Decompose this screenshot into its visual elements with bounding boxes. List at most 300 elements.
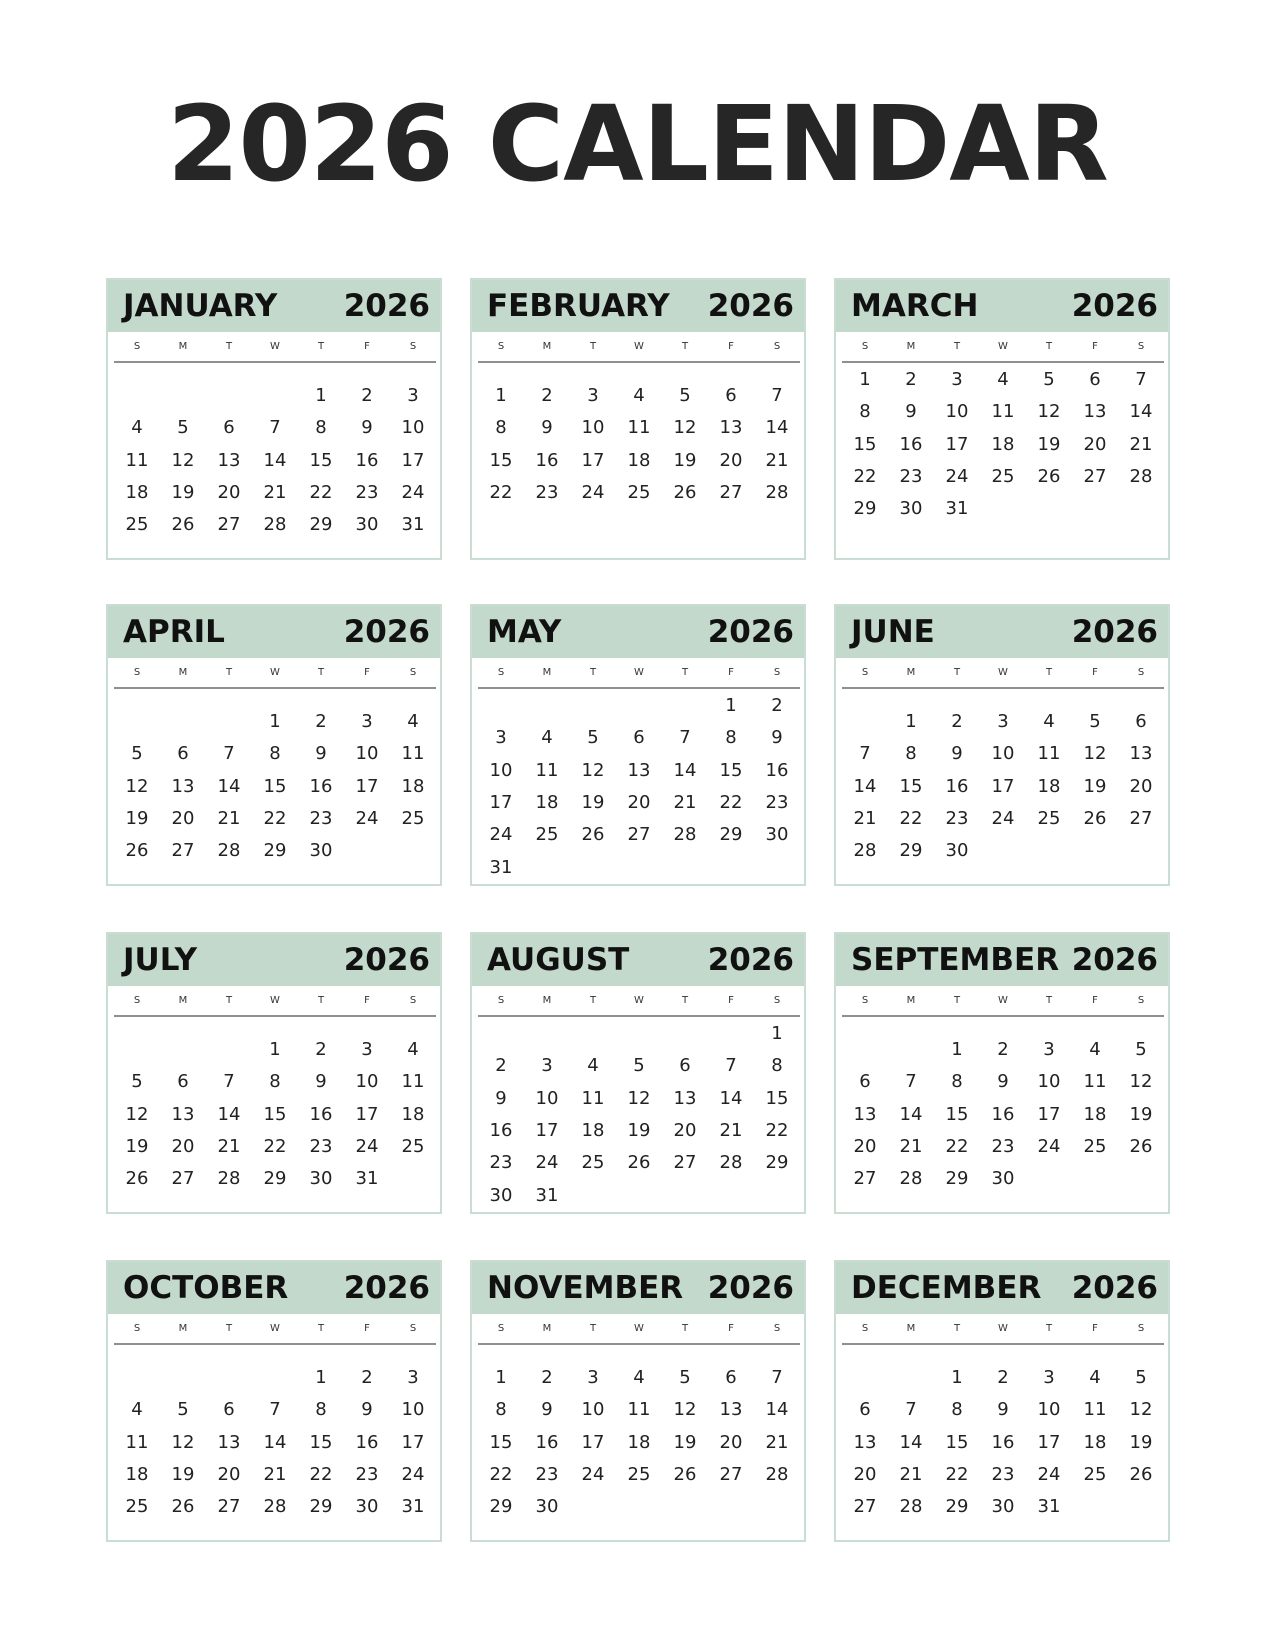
day-cell: 19 <box>673 449 697 471</box>
weekday-label: M <box>906 667 916 678</box>
day-cell: 25 <box>125 514 149 536</box>
day-cell: 14 <box>217 775 241 797</box>
day-cell: 25 <box>581 1152 605 1174</box>
day-cell: 8 <box>725 727 737 749</box>
day-cell: 1 <box>495 1367 507 1388</box>
day-cell: 25 <box>627 481 651 503</box>
day-cell: 14 <box>1129 401 1153 423</box>
weekday-label: M <box>906 1323 916 1334</box>
day-cell: 21 <box>263 1463 287 1485</box>
day-cell: 17 <box>1037 1431 1061 1453</box>
weekday-label: T <box>681 1323 689 1334</box>
day-cell: 11 <box>401 1071 425 1093</box>
day-cell: 3 <box>361 1039 373 1060</box>
weekday-header <box>842 1321 1164 1337</box>
day-cell: 12 <box>171 1431 195 1453</box>
weekday-label: T <box>317 995 325 1006</box>
day-cell: 5 <box>131 1071 143 1093</box>
month-year: 2026 <box>1071 942 1158 978</box>
weekday-header <box>842 339 1164 355</box>
day-cell: 17 <box>355 1103 379 1125</box>
day-cell: 3 <box>495 727 507 749</box>
month-year: 2026 <box>343 614 430 650</box>
day-cell: 22 <box>489 1463 513 1485</box>
day-cell: 18 <box>535 791 559 813</box>
weekday-label: T <box>681 995 689 1006</box>
day-cell: 6 <box>725 385 737 406</box>
weekday-label: T <box>953 667 961 678</box>
day-cell: 20 <box>1129 775 1153 797</box>
day-cell: 20 <box>853 1463 877 1485</box>
day-cell: 17 <box>945 433 969 455</box>
day-cell: 30 <box>355 1496 379 1518</box>
weekday-label: S <box>861 995 869 1006</box>
day-cell: 30 <box>309 840 333 862</box>
day-cell: 28 <box>719 1152 743 1174</box>
day-cell: 11 <box>125 1431 149 1453</box>
day-cell: 28 <box>899 1496 923 1518</box>
weekday-label: M <box>178 667 188 678</box>
day-cell: 26 <box>581 824 605 846</box>
month-name: FEBRUARY <box>487 288 670 324</box>
day-cell: 11 <box>991 401 1015 423</box>
day-cell: 31 <box>1037 1496 1061 1518</box>
day-cell: 1 <box>269 1039 281 1060</box>
weekday-label: T <box>953 341 961 352</box>
day-cell: 24 <box>581 481 605 503</box>
day-cell: 1 <box>951 1367 963 1388</box>
day-cell: 15 <box>263 775 287 797</box>
weekday-label: F <box>728 995 734 1006</box>
day-cell: 8 <box>269 1071 281 1093</box>
month-name: OCTOBER <box>123 1270 289 1306</box>
day-cell: 13 <box>627 759 651 781</box>
day-cell: 10 <box>945 401 969 423</box>
day-cell: 9 <box>361 1399 373 1421</box>
day-cell: 27 <box>1129 807 1153 829</box>
day-cell: 2 <box>541 1367 553 1388</box>
month-name: APRIL <box>123 614 225 650</box>
day-cell: 26 <box>171 514 195 536</box>
day-cell: 30 <box>991 1168 1015 1190</box>
day-cell: 15 <box>263 1103 287 1125</box>
weekday-label: W <box>998 995 1008 1006</box>
weekday-header <box>478 665 800 681</box>
day-cell: 14 <box>853 775 877 797</box>
day-cell: 7 <box>905 1071 917 1093</box>
day-cell: 19 <box>171 1463 195 1485</box>
day-cell: 11 <box>1037 743 1061 765</box>
day-cell: 7 <box>223 1071 235 1093</box>
weekday-header <box>478 993 800 1009</box>
day-cell: 11 <box>1083 1399 1107 1421</box>
month-header <box>836 280 1168 332</box>
day-cell: 11 <box>1083 1071 1107 1093</box>
day-cell: 16 <box>535 449 559 471</box>
weekday-label: S <box>1137 341 1145 352</box>
day-cell: 1 <box>269 711 281 732</box>
day-cell: 28 <box>263 1496 287 1518</box>
day-cell: 8 <box>951 1071 963 1093</box>
weekday-label: S <box>409 995 417 1006</box>
month-year: 2026 <box>707 288 794 324</box>
day-cell: 11 <box>125 449 149 471</box>
month-august <box>470 932 806 1214</box>
day-cell: 6 <box>633 727 645 749</box>
day-cell: 12 <box>125 775 149 797</box>
day-cell: 10 <box>489 759 513 781</box>
day-cell: 18 <box>991 433 1015 455</box>
weekday-header <box>114 339 436 355</box>
day-cell: 15 <box>309 1431 333 1453</box>
month-year: 2026 <box>343 288 430 324</box>
divider <box>114 687 436 689</box>
day-cell: 15 <box>945 1103 969 1125</box>
day-cell: 11 <box>581 1087 605 1109</box>
day-cell: 14 <box>765 1399 789 1421</box>
day-cell: 2 <box>771 695 783 716</box>
month-name: NOVEMBER <box>487 1270 684 1306</box>
day-cell: 6 <box>177 743 189 765</box>
day-cell: 16 <box>991 1431 1015 1453</box>
day-cell: 9 <box>951 743 963 765</box>
day-cell: 16 <box>899 433 923 455</box>
day-cell: 30 <box>945 840 969 862</box>
day-cell: 30 <box>899 498 923 520</box>
day-cell: 23 <box>991 1463 1015 1485</box>
day-cell: 8 <box>951 1399 963 1421</box>
day-cell: 30 <box>489 1184 513 1206</box>
weekday-label: T <box>225 1323 233 1334</box>
day-cell: 15 <box>719 759 743 781</box>
weekday-label: F <box>728 1323 734 1334</box>
day-cell: 22 <box>765 1119 789 1141</box>
day-cell: 11 <box>401 743 425 765</box>
day-cell: 9 <box>315 743 327 765</box>
day-cell: 28 <box>217 1168 241 1190</box>
day-cell: 2 <box>361 385 373 406</box>
month-header <box>108 606 440 658</box>
weekday-label: S <box>497 1323 505 1334</box>
day-cell: 19 <box>171 481 195 503</box>
day-cell: 14 <box>765 417 789 439</box>
day-cell: 13 <box>853 1431 877 1453</box>
day-cell: 16 <box>355 449 379 471</box>
day-cell: 6 <box>859 1071 871 1093</box>
day-cell: 9 <box>361 417 373 439</box>
day-cell: 8 <box>905 743 917 765</box>
day-cell: 12 <box>1129 1399 1153 1421</box>
day-cell: 8 <box>495 417 507 439</box>
day-cell: 15 <box>853 433 877 455</box>
day-cell: 3 <box>997 711 1009 732</box>
day-cell: 6 <box>223 1399 235 1421</box>
weekday-label: W <box>998 1323 1008 1334</box>
divider <box>478 1343 800 1345</box>
month-name: MARCH <box>851 288 979 324</box>
day-cell: 11 <box>627 1399 651 1421</box>
day-cell: 7 <box>679 727 691 749</box>
month-name: JULY <box>123 942 198 978</box>
day-cell: 23 <box>309 807 333 829</box>
month-header <box>836 606 1168 658</box>
day-cell: 5 <box>1135 1367 1147 1388</box>
day-cell: 21 <box>765 449 789 471</box>
day-cell: 22 <box>899 807 923 829</box>
day-cell: 8 <box>315 417 327 439</box>
divider <box>478 361 800 363</box>
day-cell: 27 <box>719 481 743 503</box>
month-name: JUNE <box>851 614 935 650</box>
day-cell: 13 <box>853 1103 877 1125</box>
day-cell: 5 <box>1089 711 1101 732</box>
day-cell: 29 <box>853 498 877 520</box>
weekday-label: W <box>998 667 1008 678</box>
day-cell: 26 <box>125 1168 149 1190</box>
day-cell: 5 <box>177 417 189 439</box>
day-cell: 9 <box>315 1071 327 1093</box>
day-cell: 27 <box>217 514 241 536</box>
day-cell: 15 <box>309 449 333 471</box>
weekday-label: S <box>497 667 505 678</box>
month-header <box>472 280 804 332</box>
day-cell: 20 <box>627 791 651 813</box>
day-cell: 24 <box>581 1463 605 1485</box>
day-cell: 4 <box>587 1055 599 1077</box>
weekday-label: F <box>1092 341 1098 352</box>
day-cell: 6 <box>177 1071 189 1093</box>
weekday-label: S <box>773 1323 781 1334</box>
day-cell: 18 <box>1083 1431 1107 1453</box>
day-cell: 4 <box>541 727 553 749</box>
divider <box>478 1015 800 1017</box>
day-cell: 23 <box>489 1152 513 1174</box>
day-cell: 16 <box>309 1103 333 1125</box>
day-cell: 23 <box>309 1135 333 1157</box>
divider <box>478 687 800 689</box>
day-cell: 29 <box>263 1168 287 1190</box>
day-cell: 13 <box>719 417 743 439</box>
month-header <box>472 606 804 658</box>
day-cell: 6 <box>725 1367 737 1388</box>
day-cell: 3 <box>407 1367 419 1388</box>
day-cell: 10 <box>1037 1071 1061 1093</box>
weekday-label: F <box>364 667 370 678</box>
day-cell: 25 <box>1083 1135 1107 1157</box>
day-cell: 21 <box>217 807 241 829</box>
day-cell: 28 <box>853 840 877 862</box>
month-june <box>834 604 1170 886</box>
day-cell: 31 <box>401 514 425 536</box>
day-cell: 17 <box>355 775 379 797</box>
day-cell: 3 <box>951 369 963 390</box>
month-november <box>470 1260 806 1542</box>
day-cell: 29 <box>263 840 287 862</box>
weekday-header <box>842 665 1164 681</box>
day-cell: 28 <box>1129 465 1153 487</box>
day-cell: 16 <box>489 1119 513 1141</box>
day-cell: 1 <box>495 385 507 406</box>
day-cell: 25 <box>125 1496 149 1518</box>
day-cell: 3 <box>587 1367 599 1388</box>
day-cell: 29 <box>309 1496 333 1518</box>
weekday-label: S <box>497 995 505 1006</box>
weekday-label: W <box>634 667 644 678</box>
day-cell: 21 <box>263 481 287 503</box>
day-cell: 22 <box>263 807 287 829</box>
month-header <box>836 1262 1168 1314</box>
day-cell: 5 <box>1043 369 1055 390</box>
day-cell: 2 <box>315 1039 327 1060</box>
weekday-label: S <box>861 1323 869 1334</box>
day-cell: 21 <box>673 791 697 813</box>
day-cell: 11 <box>535 759 559 781</box>
day-cell: 4 <box>407 711 419 732</box>
day-cell: 25 <box>1037 807 1061 829</box>
day-cell: 27 <box>171 840 195 862</box>
day-cell: 3 <box>587 385 599 406</box>
month-october <box>106 1260 442 1542</box>
weekday-label: T <box>225 995 233 1006</box>
day-cell: 24 <box>355 1135 379 1157</box>
day-cell: 7 <box>269 417 281 439</box>
month-header <box>108 934 440 986</box>
day-cell: 26 <box>171 1496 195 1518</box>
day-cell: 7 <box>725 1055 737 1077</box>
month-march <box>834 278 1170 560</box>
day-cell: 14 <box>217 1103 241 1125</box>
day-cell: 7 <box>269 1399 281 1421</box>
month-name: SEPTEMBER <box>851 942 1060 978</box>
divider <box>842 1343 1164 1345</box>
day-cell: 20 <box>673 1119 697 1141</box>
day-cell: 12 <box>171 449 195 471</box>
month-header <box>472 1262 804 1314</box>
day-cell: 12 <box>673 1399 697 1421</box>
day-cell: 22 <box>945 1135 969 1157</box>
day-cell: 30 <box>355 514 379 536</box>
weekday-header <box>114 665 436 681</box>
day-cell: 13 <box>171 775 195 797</box>
day-cell: 31 <box>401 1496 425 1518</box>
day-cell: 17 <box>401 1431 425 1453</box>
day-cell: 16 <box>355 1431 379 1453</box>
day-cell: 16 <box>765 759 789 781</box>
weekday-label: M <box>542 1323 552 1334</box>
day-cell: 28 <box>765 481 789 503</box>
day-cell: 30 <box>309 1168 333 1190</box>
weekday-label: F <box>1092 1323 1098 1334</box>
month-year: 2026 <box>1071 614 1158 650</box>
weekday-label: T <box>1045 1323 1053 1334</box>
day-cell: 2 <box>495 1055 507 1077</box>
day-cell: 10 <box>535 1087 559 1109</box>
weekday-label: W <box>270 1323 280 1334</box>
weekday-label: S <box>133 667 141 678</box>
day-cell: 24 <box>401 1463 425 1485</box>
day-cell: 18 <box>1037 775 1061 797</box>
day-cell: 3 <box>541 1055 553 1077</box>
day-cell: 23 <box>945 807 969 829</box>
day-cell: 12 <box>627 1087 651 1109</box>
day-cell: 27 <box>853 1496 877 1518</box>
day-cell: 4 <box>997 369 1009 390</box>
month-year: 2026 <box>1071 1270 1158 1306</box>
day-cell: 19 <box>1129 1431 1153 1453</box>
day-cell: 25 <box>535 824 559 846</box>
day-cell: 3 <box>407 385 419 406</box>
weekday-label: F <box>728 667 734 678</box>
weekday-label: T <box>589 1323 597 1334</box>
day-cell: 9 <box>997 1071 1009 1093</box>
weekday-label: M <box>178 995 188 1006</box>
day-cell: 10 <box>581 1399 605 1421</box>
weekday-header <box>842 993 1164 1009</box>
day-cell: 22 <box>309 481 333 503</box>
day-cell: 17 <box>489 791 513 813</box>
weekday-label: T <box>589 667 597 678</box>
day-cell: 18 <box>1083 1103 1107 1125</box>
day-cell: 21 <box>899 1135 923 1157</box>
day-cell: 18 <box>627 1431 651 1453</box>
day-cell: 31 <box>535 1184 559 1206</box>
day-cell: 13 <box>171 1103 195 1125</box>
day-cell: 30 <box>991 1496 1015 1518</box>
day-cell: 22 <box>945 1463 969 1485</box>
day-cell: 24 <box>535 1152 559 1174</box>
day-cell: 25 <box>401 807 425 829</box>
day-cell: 12 <box>1129 1071 1153 1093</box>
day-cell: 13 <box>217 1431 241 1453</box>
day-cell: 23 <box>765 791 789 813</box>
day-cell: 22 <box>853 465 877 487</box>
day-cell: 6 <box>859 1399 871 1421</box>
day-cell: 31 <box>355 1168 379 1190</box>
weekday-label: T <box>589 341 597 352</box>
day-cell: 20 <box>719 1431 743 1453</box>
weekday-label: T <box>681 341 689 352</box>
day-cell: 28 <box>673 824 697 846</box>
month-april <box>106 604 442 886</box>
day-cell: 6 <box>223 417 235 439</box>
day-cell: 4 <box>633 1367 645 1388</box>
day-cell: 19 <box>1129 1103 1153 1125</box>
day-cell: 10 <box>355 1071 379 1093</box>
weekday-label: T <box>317 667 325 678</box>
day-cell: 19 <box>1037 433 1061 455</box>
weekday-label: F <box>728 341 734 352</box>
day-cell: 28 <box>899 1168 923 1190</box>
weekday-label: W <box>634 995 644 1006</box>
month-name: DECEMBER <box>851 1270 1042 1306</box>
day-cell: 4 <box>131 417 143 439</box>
day-cell: 7 <box>771 385 783 406</box>
day-cell: 27 <box>719 1463 743 1485</box>
day-cell: 22 <box>309 1463 333 1485</box>
day-cell: 14 <box>719 1087 743 1109</box>
day-cell: 29 <box>719 824 743 846</box>
day-cell: 30 <box>535 1496 559 1518</box>
day-cell: 26 <box>125 840 149 862</box>
day-cell: 21 <box>765 1431 789 1453</box>
day-cell: 29 <box>309 514 333 536</box>
day-cell: 13 <box>217 449 241 471</box>
day-cell: 14 <box>263 449 287 471</box>
day-cell: 24 <box>489 824 513 846</box>
day-cell: 10 <box>581 417 605 439</box>
day-cell: 5 <box>131 743 143 765</box>
month-header <box>108 280 440 332</box>
